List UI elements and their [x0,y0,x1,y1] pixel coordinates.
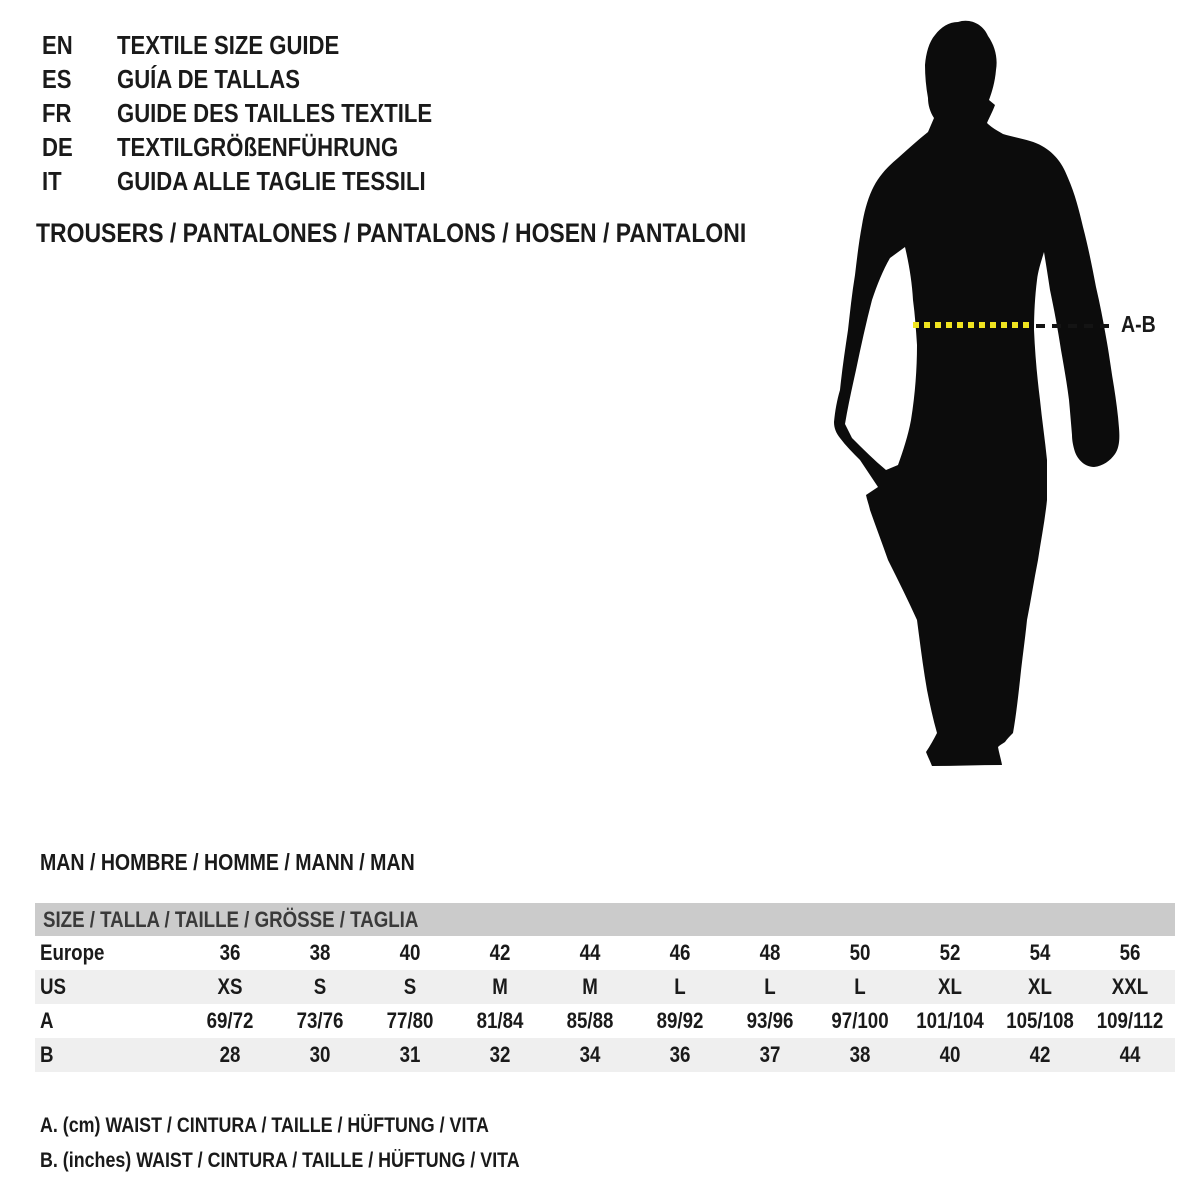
size-cell: 44 [1119,1042,1141,1067]
size-cell: 37 [759,1042,781,1067]
size-cell: 93/96 [746,1008,794,1033]
language-row-fr [42,96,642,130]
size-cell: 36 [219,940,241,965]
size-cell: 30 [309,1042,331,1067]
size-cell: 89/92 [656,1008,704,1033]
size-cell: 32 [489,1042,511,1067]
size-cell: 28 [219,1042,241,1067]
size-cell: 105/108 [1006,1008,1074,1033]
language-row-es [42,62,642,96]
section-title-man: MAN / HOMBRE / HOMME / MANN / MAN [40,849,415,875]
category-title: TROUSERS / PANTALONES / PANTALONS / HOSEN / PANTALONI [36,218,747,248]
size-cell: 44 [579,940,601,965]
size-row-label: B [40,1042,54,1067]
language-title: TEXTILGRÖßENFÜHRUNG [117,132,399,162]
size-table [35,903,1175,1072]
language-title: TEXTILE SIZE GUIDE [117,30,340,60]
size-cell: 81/84 [476,1008,524,1033]
waist-dashed-leader-line [1036,324,1116,328]
size-cell: 46 [669,940,691,965]
size-cell: 101/104 [916,1008,984,1033]
size-cell: L [674,974,686,999]
size-row-label: A [40,1008,54,1033]
size-cell: L [854,974,866,999]
footnote-a-cm: A. (cm) WAIST / CINTURA / TAILLE / HÜFTUNG / VITA [40,1114,489,1137]
language-code: DE [42,132,73,162]
size-cell: 97/100 [831,1008,889,1033]
language-code: ES [42,64,72,94]
size-row-label: US [40,974,66,999]
measure-label-ab: A-B [1121,311,1156,337]
size-cell: S [403,974,417,999]
size-cell: XL [938,974,962,999]
language-title: GUIDE DES TAILLES TEXTILE [117,98,433,128]
size-cell: 85/88 [566,1008,614,1033]
size-cell: XXL [1111,974,1149,999]
size-cell: M [492,974,508,999]
size-cell: 38 [849,1042,871,1067]
size-cell: 42 [489,940,511,965]
language-title: GUÍA DE TALLAS [117,64,300,94]
language-code: EN [42,30,73,60]
size-cell: 40 [399,940,421,965]
size-cell: 42 [1029,1042,1051,1067]
language-title-list [42,28,642,198]
table-row-b-inches [35,1038,1175,1072]
table-row-us [35,970,1175,1004]
man-silhouette-figure [820,8,1130,808]
size-cell: XL [1028,974,1052,999]
size-cell: 109/112 [1096,1008,1164,1033]
measurement-footnotes [40,1108,604,1178]
size-cell: 34 [579,1042,601,1067]
size-cell: 50 [849,940,871,965]
man-silhouette-path [834,21,1119,766]
size-cell: XS [217,974,243,999]
size-table-header: SIZE / TALLA / TAILLE / GRÖSSE / TAGLIA [35,903,1175,936]
language-row-it [42,164,642,198]
size-cell: 31 [399,1042,421,1067]
language-code: IT [42,166,62,196]
waist-dotted-measure-line [913,322,1030,328]
size-cell: 56 [1119,940,1141,965]
table-row-a-cm [35,1004,1175,1038]
size-cell: L [764,974,776,999]
table-row-europe [35,936,1175,970]
size-cell: 40 [939,1042,961,1067]
size-cell: 52 [939,940,961,965]
size-cell: 69/72 [206,1008,254,1033]
size-cell: M [582,974,598,999]
size-cell: 77/80 [386,1008,434,1033]
size-cell: 54 [1029,940,1051,965]
size-cell: S [313,974,327,999]
language-row-en [42,28,642,62]
size-cell: 48 [759,940,781,965]
language-code: FR [42,98,72,128]
size-cell: 36 [669,1042,691,1067]
language-row-de [42,130,642,164]
language-title: GUIDA ALLE TAGLIE TESSILI [117,166,426,196]
size-row-label: Europe [40,940,105,965]
size-cell: 38 [309,940,331,965]
size-cell: 73/76 [296,1008,344,1033]
footnote-b-inches: B. (inches) WAIST / CINTURA / TAILLE / HÜFTUNG / VITA [40,1149,520,1172]
